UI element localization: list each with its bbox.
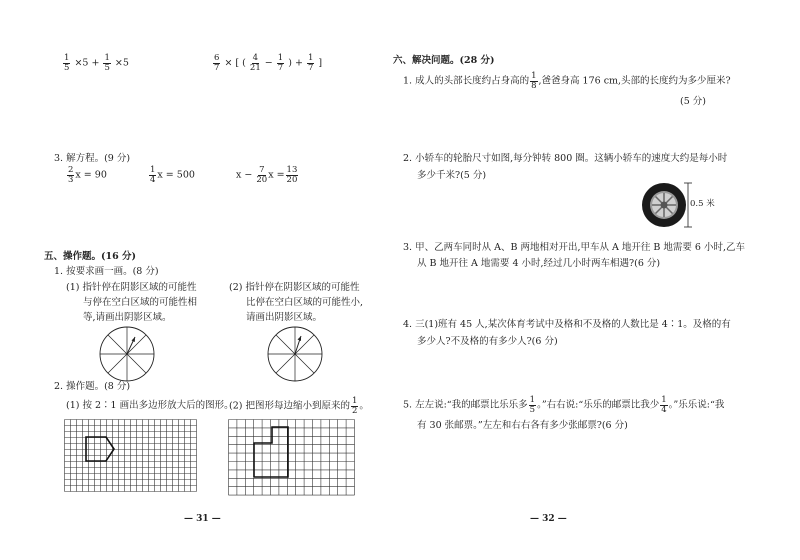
- section-6-title: 六、解决问题。(28 分): [393, 55, 495, 66]
- problem-4-line1: 4. 三(1)班有 45 人,某次体育考试中及格和不及格的人数比是 4∶1。及格的有: [403, 319, 731, 330]
- equation-3: x − $\frac{7}{20}$ x = $\frac{13}{20}$: [236, 165, 298, 185]
- tire-diameter-label: 0.5 米: [690, 199, 715, 209]
- equation-1: $\frac{2}{3}$ x = 90: [68, 165, 107, 185]
- figure-shape: [254, 427, 288, 477]
- tire-icon: [640, 181, 688, 229]
- q2-heading: 2. 操作题。(8 分): [54, 381, 131, 392]
- problem-2-line2: 多少千米?(5 分): [417, 170, 487, 181]
- grid-2: [228, 419, 355, 498]
- expression-1: $\frac{1}{5}$ ×5 + $\frac{1}{5}$ ×5: [64, 53, 129, 73]
- problem-5-line1: 5. 左左说:“我的邮票比乐乐多 $\frac{1}{5}$ 。”右右说:“乐乐的邮票比我少 $\frac{1}{4}$ 。”乐乐说:“我: [403, 395, 725, 415]
- q1b-line2: 比停在空白区域的可能性小,: [246, 297, 364, 308]
- equation-2: $\frac{1}{4}$ x = 500: [150, 165, 195, 185]
- q1a-line3: 等,请画出阴影区域。: [83, 312, 172, 323]
- equations-heading: 3. 解方程。(9 分): [54, 153, 131, 164]
- problem-2-line1: 2. 小轿车的轮胎尺寸如图,每分钟转 800 圈。这辆小轿车的速度大约是每小时: [403, 153, 728, 164]
- expression-2: $\frac{6}{7}$ × [ ( $\frac{4}{21}$ − $\frac{1}{7}$ ) + $\frac{1}{7}$ ]: [214, 53, 323, 73]
- polygon-shape: [86, 437, 114, 461]
- spinner-circle-2: [265, 324, 325, 384]
- spinner-circle-1: [97, 324, 157, 384]
- problem-1-line1: 1. 成人的头部长度约占身高的 $\frac{1}{8}$ ,爸爸身高 176 cm,头部的长度约为多少厘米?: [403, 71, 731, 91]
- q1b-line3: 请画出阴影区域。: [246, 312, 323, 323]
- problem-1-score: (5 分): [680, 96, 706, 107]
- problem-4-line2: 多少人?不及格的有多少人?(6 分): [417, 336, 558, 347]
- section-5-title: 五、操作题。(16 分): [44, 251, 137, 262]
- q1b-line1: (2) 指针停在阴影区域的可能性: [229, 282, 360, 293]
- page-number-left: — 31 —: [184, 514, 221, 524]
- q1-heading: 1. 按要求画一画。(8 分): [54, 266, 159, 277]
- page-number-right: — 32 —: [530, 514, 567, 524]
- problem-5-line2: 有 30 张邮票。”左左和右右各有多少张邮票?(6 分): [417, 420, 628, 431]
- q1a-line2: 与停在空白区域的可能性相: [83, 297, 198, 308]
- problem-3-line1: 3. 甲、乙两车同时从 A、B 两地相对开出,甲车从 A 地开往 B 地需要 6 小时,乙车: [403, 242, 746, 253]
- q1a-line1: (1) 指针停在阴影区域的可能性: [66, 282, 197, 293]
- q2a-text: (1) 按 2∶1 画出多边形放大后的图形。: [66, 400, 234, 411]
- problem-3-line2: 从 B 地开往 A 地需要 4 小时,经过几小时两车相遇?(6 分): [417, 258, 661, 269]
- grid-1: [64, 419, 198, 494]
- q2b-text: (2) 把图形每边缩小到原来的 $\frac{1}{2}$ 。: [229, 396, 369, 416]
